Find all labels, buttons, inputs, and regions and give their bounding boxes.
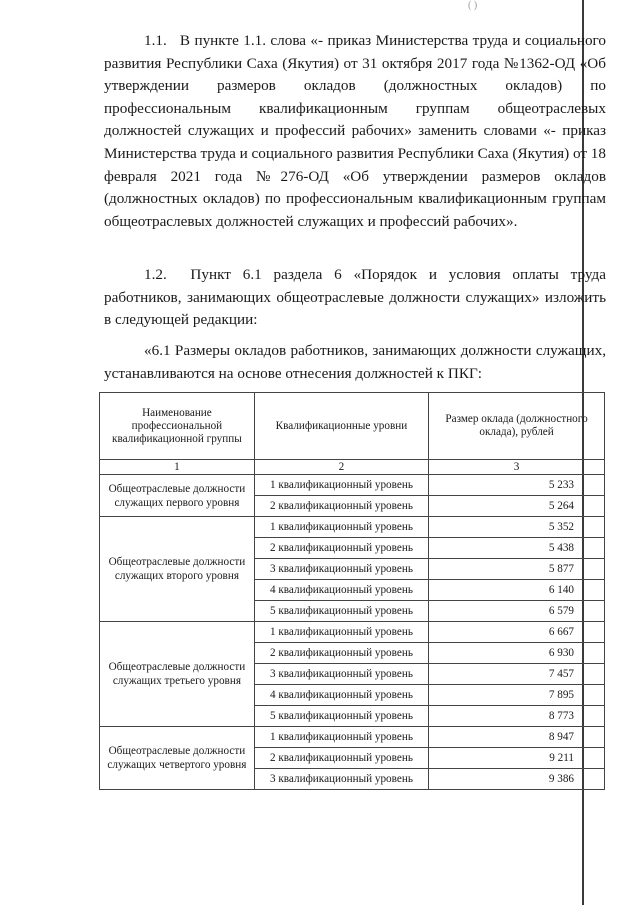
column-number: 3 (429, 460, 605, 475)
qualification-level: 2 квалификационный уровень (254, 643, 428, 664)
qualification-level: 4 квалификационный уровень (254, 685, 428, 706)
salary-value: 8 773 (429, 706, 605, 727)
salary-value: 5 438 (429, 538, 605, 559)
paragraph-1-2: 1.2. Пункт 6.1 раздела 6 «Порядок и условия оплаты труда работников, занимающих общеотраслевые должности служащих» изложить в следующей редакции: (104, 266, 606, 329)
header-group-name: Наименование профессиональной квалификационной группы (100, 393, 255, 460)
salary-value: 9 211 (429, 748, 605, 769)
group-name: Общеотраслевые должности служащих четвертого уровня (100, 727, 255, 790)
qualification-level: 1 квалификационный уровень (254, 517, 428, 538)
group-name: Общеотраслевые должности служащих третьего уровня (100, 622, 255, 727)
salary-value: 9 386 (429, 769, 605, 790)
group-name: Общеотраслевые должности служащих первого уровня (100, 475, 255, 517)
column-number: 1 (100, 460, 255, 475)
table-row (100, 727, 605, 748)
qualification-level: 3 квалификационный уровень (254, 559, 428, 580)
paragraph-1-1: 1.1. В пункте 1.1. слова «- приказ Министерства труда и социального развития Республики Саха (Якутия) от 31 октября 2017 года №1362-ОД «Об утверждении размеров окладов (должностных окладов) по профессиональным квалификационным группам общеотраслевых должностей служащих и профессий рабочих» заменить словами «- приказ Министерства труда и социального развития Республики Саха (Якутия) от 18 февраля 2021 года №276-ОД «Об утверждении размеров окладов (должностных окладов) по профессиональным квалификационным группам общеотраслевых должностей служащих и профессий рабочих». (104, 32, 606, 230)
qualification-level: 1 квалификационный уровень (254, 727, 428, 748)
table-row (100, 517, 605, 538)
qualification-level: 2 квалификационный уровень (254, 538, 428, 559)
qualification-level: 3 квалификационный уровень (254, 769, 428, 790)
qualification-level: 1 квалификационный уровень (254, 475, 428, 496)
salary-value: 6 667 (429, 622, 605, 643)
qualification-level: 3 квалификационный уровень (254, 664, 428, 685)
salary-value: 6 140 (429, 580, 605, 601)
table-row (100, 622, 605, 643)
salary-value: 5 352 (429, 517, 605, 538)
qualification-level: 2 квалификационный уровень (254, 496, 428, 517)
qualification-level: 5 квалификационный уровень (254, 706, 428, 727)
page-number-mark: ( ) (468, 0, 478, 11)
salary-value: 8 947 (429, 727, 605, 748)
group-name: Общеотраслевые должности служащих второго уровня (100, 517, 255, 622)
qualification-level: 5 квалификационный уровень (254, 601, 428, 622)
table-column-numbers-row (100, 460, 605, 475)
table-header-row (100, 393, 605, 460)
salary-value: 6 579 (429, 601, 605, 622)
salary-value: 7 457 (429, 664, 605, 685)
salary-value: 5 233 (429, 475, 605, 496)
header-qualification-level: Квалификационные уровни (254, 393, 428, 460)
column-number: 2 (254, 460, 428, 475)
salary-value: 6 930 (429, 643, 605, 664)
salary-table (99, 392, 605, 790)
qualification-level: 1 квалификационный уровень (254, 622, 428, 643)
qualification-level: 2 квалификационный уровень (254, 748, 428, 769)
paragraph-6-1: «6.1 Размеры окладов работников, занимающих должности служащих, устанавливаются на основе отнесения должностей к ПКГ: (104, 342, 606, 382)
header-salary: Размер оклада (должностного оклада), рублей (429, 393, 605, 460)
salary-value: 7 895 (429, 685, 605, 706)
table-row (100, 475, 605, 496)
qualification-level: 4 квалификационный уровень (254, 580, 428, 601)
salary-value: 5 264 (429, 496, 605, 517)
salary-value: 5 877 (429, 559, 605, 580)
